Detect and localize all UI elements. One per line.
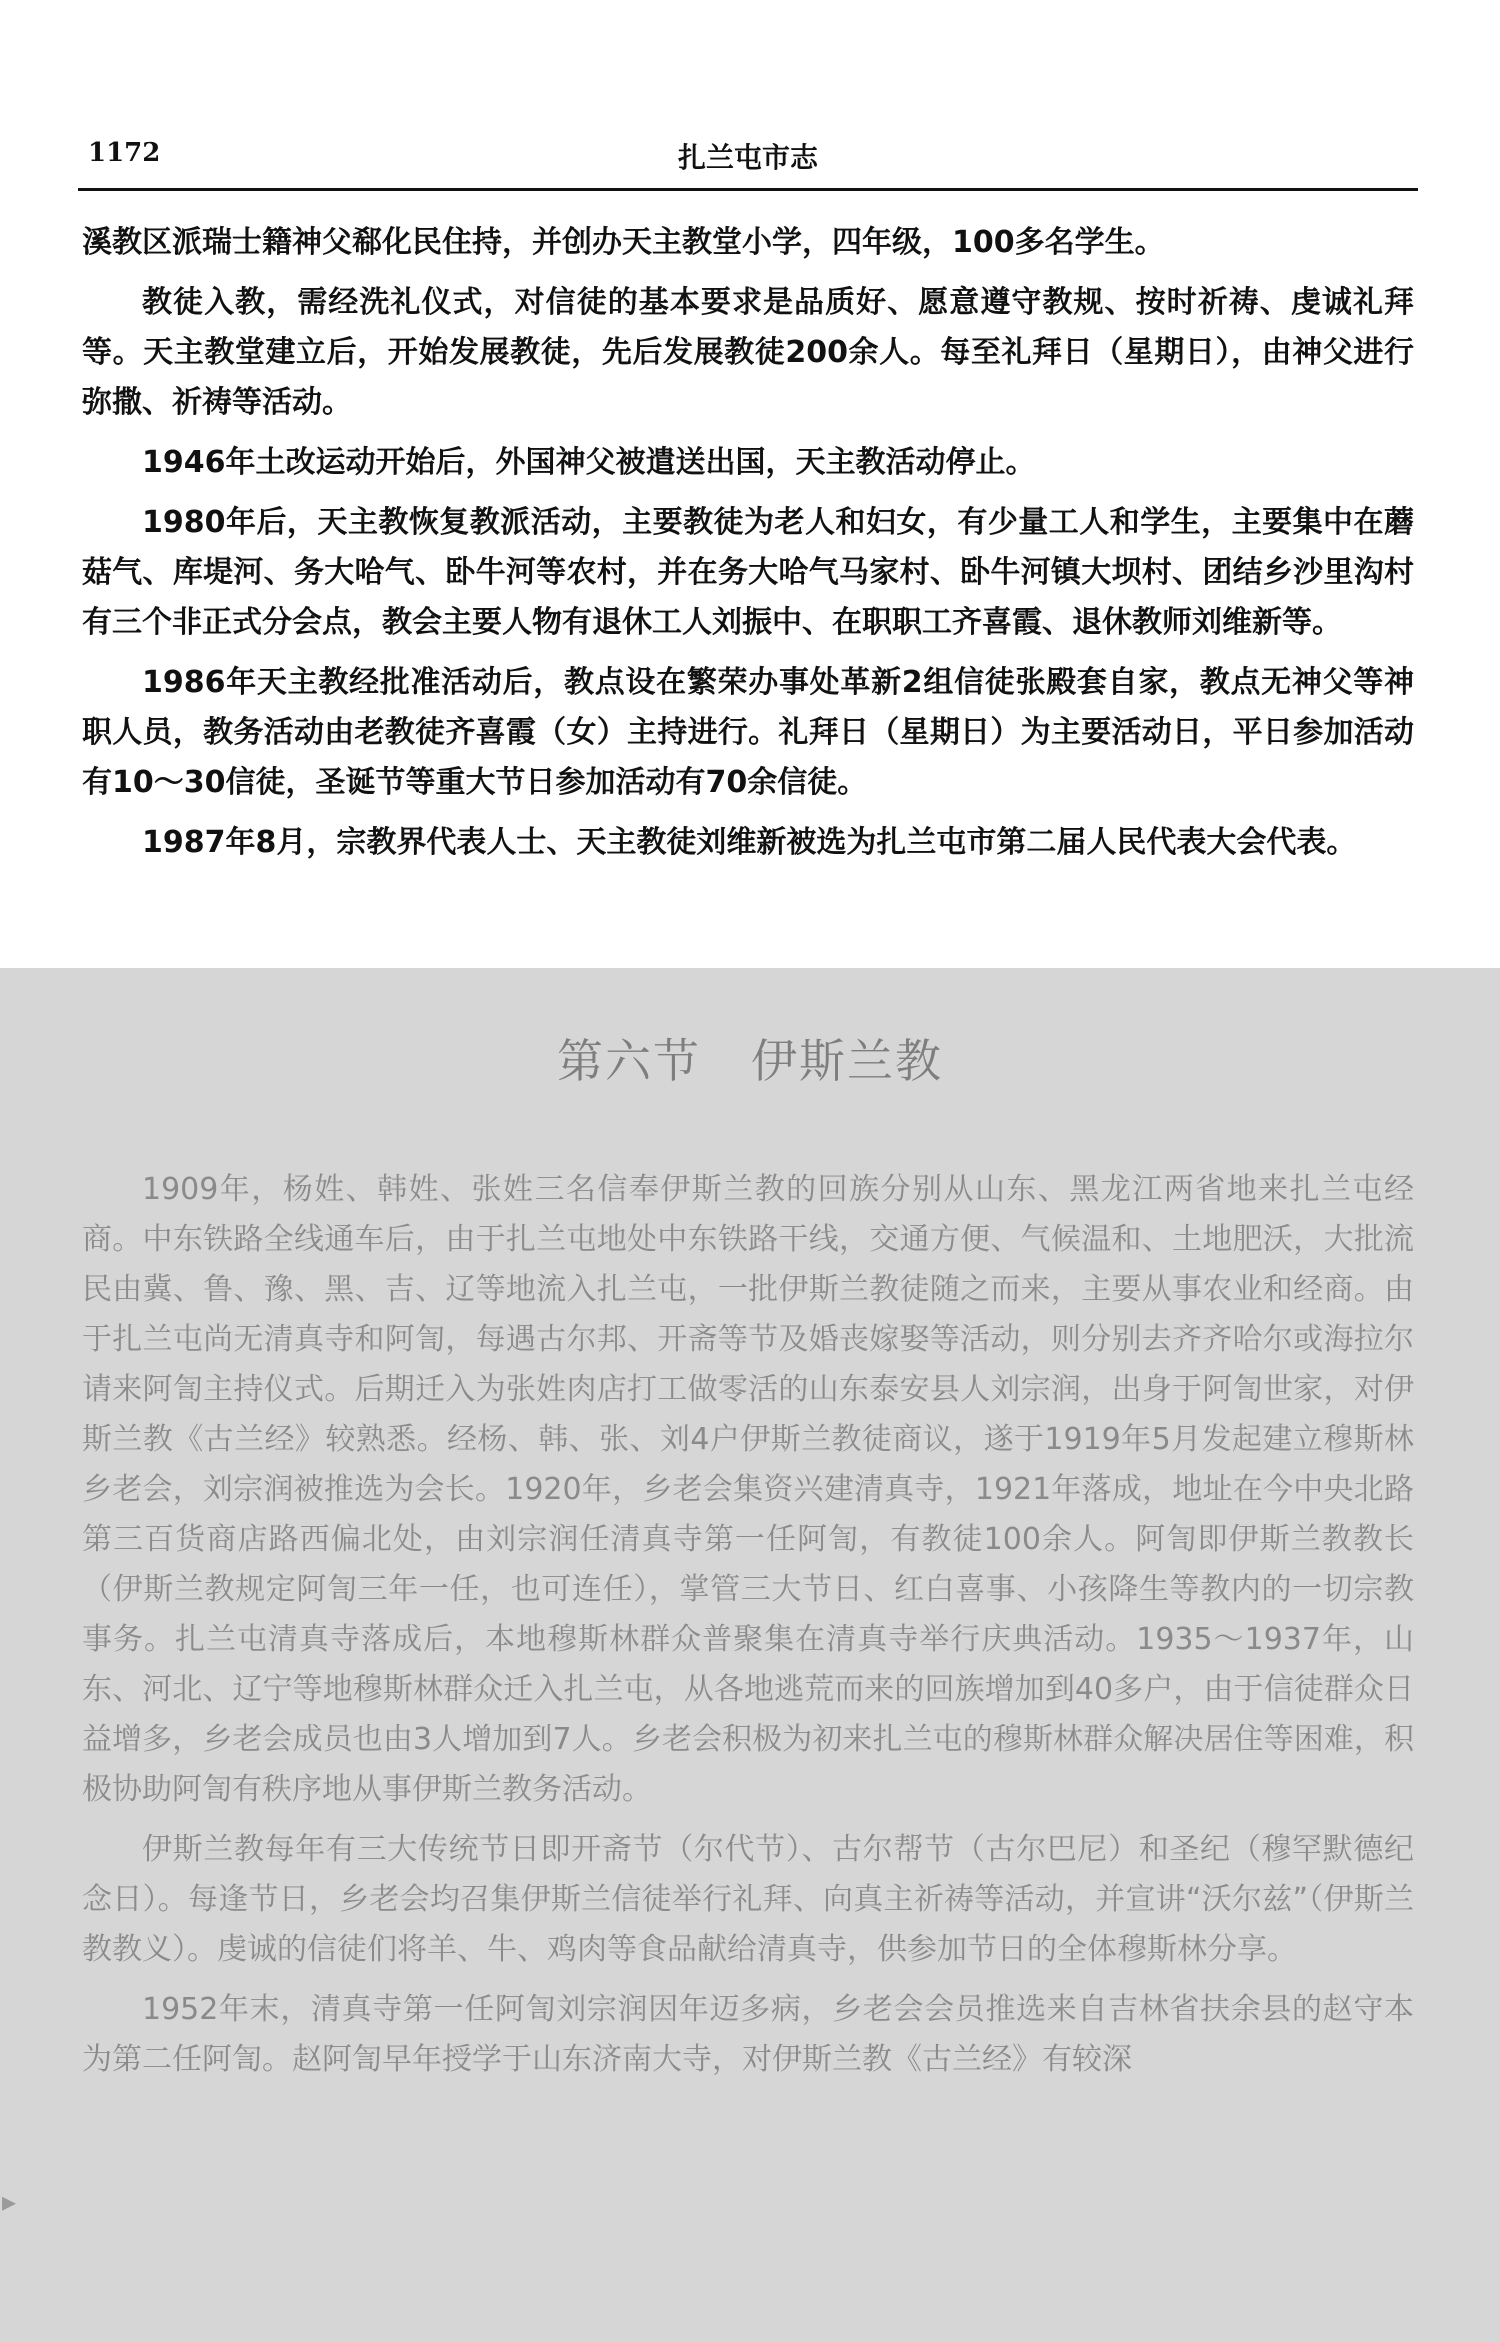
paragraph: 1980年后，天主教恢复教派活动，主要教徒为老人和妇女，有少量工人和学生，主要集中在蘑菇气、库堤河、务大哈气、卧牛河等农村，并在务大哈气马家村、卧牛河镇大坝村、团结乡沙里沟村有三个非正式分会点，教会主要人物有退休工人刘振中、在职职工齐喜霞、退休教师刘维新等。 (82, 505, 1414, 640)
section-heading (0, 1025, 1500, 1091)
paragraph: 1952年末，清真寺第一任阿訇刘宗润因年迈多病，乡老会会员推选来自吉林省扶余县的赵守本为第二任阿訇。赵阿訇早年授学于山东济南大寺，对伊斯兰教《古兰经》有较深 (82, 1992, 1414, 2077)
top-text-block (82, 218, 1414, 878)
paragraph: 1909年，杨姓、韩姓、张姓三名信奉伊斯兰教的回族分别从山东、黑龙江两省地来扎兰屯经商。中东铁路全线通车后，由于扎兰屯地处中东铁路干线，交通方便、气候温和、土地肥沃，大批流民由冀、鲁、豫、黑、吉、辽等地流入扎兰屯，一批伊斯兰教徒随之而来，主要从事农业和经商。由于扎兰屯尚无清真寺和阿訇，每遇古尔邦、开斋等节及婚丧嫁娶等活动，则分别去齐齐哈尔或海拉尔请来阿訇主持仪式。后期迁入为张姓肉店打工做零活的山东泰安县人刘宗润，出身于阿訇世家，对伊斯兰教《古兰经》较熟悉。经杨、韩、张、刘4户伊斯兰教徒商议，遂于1919年5月发起建立穆斯林乡老会，刘宗润被推选为会长。1920年，乡老会集资兴建清真寺，1921年落成，地址在今中央北路第三百货商店路西偏北处，由刘宗润任清真寺第一任阿訇，有教徒100余人。阿訇即伊斯兰教教长（伊斯兰教规定阿訇三年一任，也可连任），掌管三大节日、红白喜事、小孩降生等教内的一切宗教事务。扎兰屯清真寺落成后，本地穆斯林群众普聚集在清真寺举行庆典活动。1935～1937年，山东、河北、辽宁等地穆斯林群众迁入扎兰屯，从各地逃荒而来的回族增加到40多户，由于信徒群众日益增多，乡老会成员也由3人增加到7人。乡老会积极为初来扎兰屯的穆斯林群众解决居住等困难，积极协助阿訇有秩序地从事伊斯兰教务活动。 (82, 1172, 1414, 1807)
page-header (78, 128, 1418, 191)
paragraph: 1946年土改运动开始后，外国神父被遣送出国，天主教活动停止。 (142, 445, 1036, 480)
section-title: 伊斯兰教 (751, 1034, 943, 1088)
paragraph: 1986年天主教经批准活动后，教点设在繁荣办事处革新2组信徒张殿套自家，教点无神父等神职人员，教务活动由老教徒齐喜霞（女）主持进行。礼拜日（星期日）为主要活动日，平日参加活动有10～30信徒，圣诞节等重大节日参加活动有70余信徒。 (82, 665, 1414, 800)
running-title: 扎兰屯市志 (677, 141, 818, 174)
paragraph-continuation: 溪教区派瑞士籍神父郗化民住持，并创办天主教堂小学，四年级，100多名学生。 (82, 225, 1165, 260)
paragraph: 教徒入教，需经洗礼仪式，对信徒的基本要求是品质好、愿意遵守教规、按时祈祷、虔诚礼拜等。天主教堂建立后，开始发展教徒，先后发展教徒200余人。每至礼拜日（星期日），由神父进行弥撒、祈祷等活动。 (82, 285, 1414, 420)
page-number: 1172 (88, 138, 161, 168)
section-number: 第六节 (557, 1034, 701, 1088)
section-text-block (82, 1165, 1414, 2095)
paragraph: 伊斯兰教每年有三大传统节日即开斋节（尔代节）、古尔帮节（古尔巴尼）和圣纪（穆罕默德纪念日）。每逢节日，乡老会均召集伊斯兰信徒举行礼拜、向真主祈祷等活动，并宣讲“沃尔兹”（伊斯兰教教义）。虔诚的信徒们将羊、牛、鸡肉等食品献给清真寺，供参加节日的全体穆斯林分享。 (82, 1832, 1414, 1967)
paragraph: 1987年8月，宗教界代表人士、天主教徒刘维新被选为扎兰屯市第二届人民代表大会代表。 (142, 825, 1357, 860)
margin-mark: ▸ (2, 2185, 17, 2218)
